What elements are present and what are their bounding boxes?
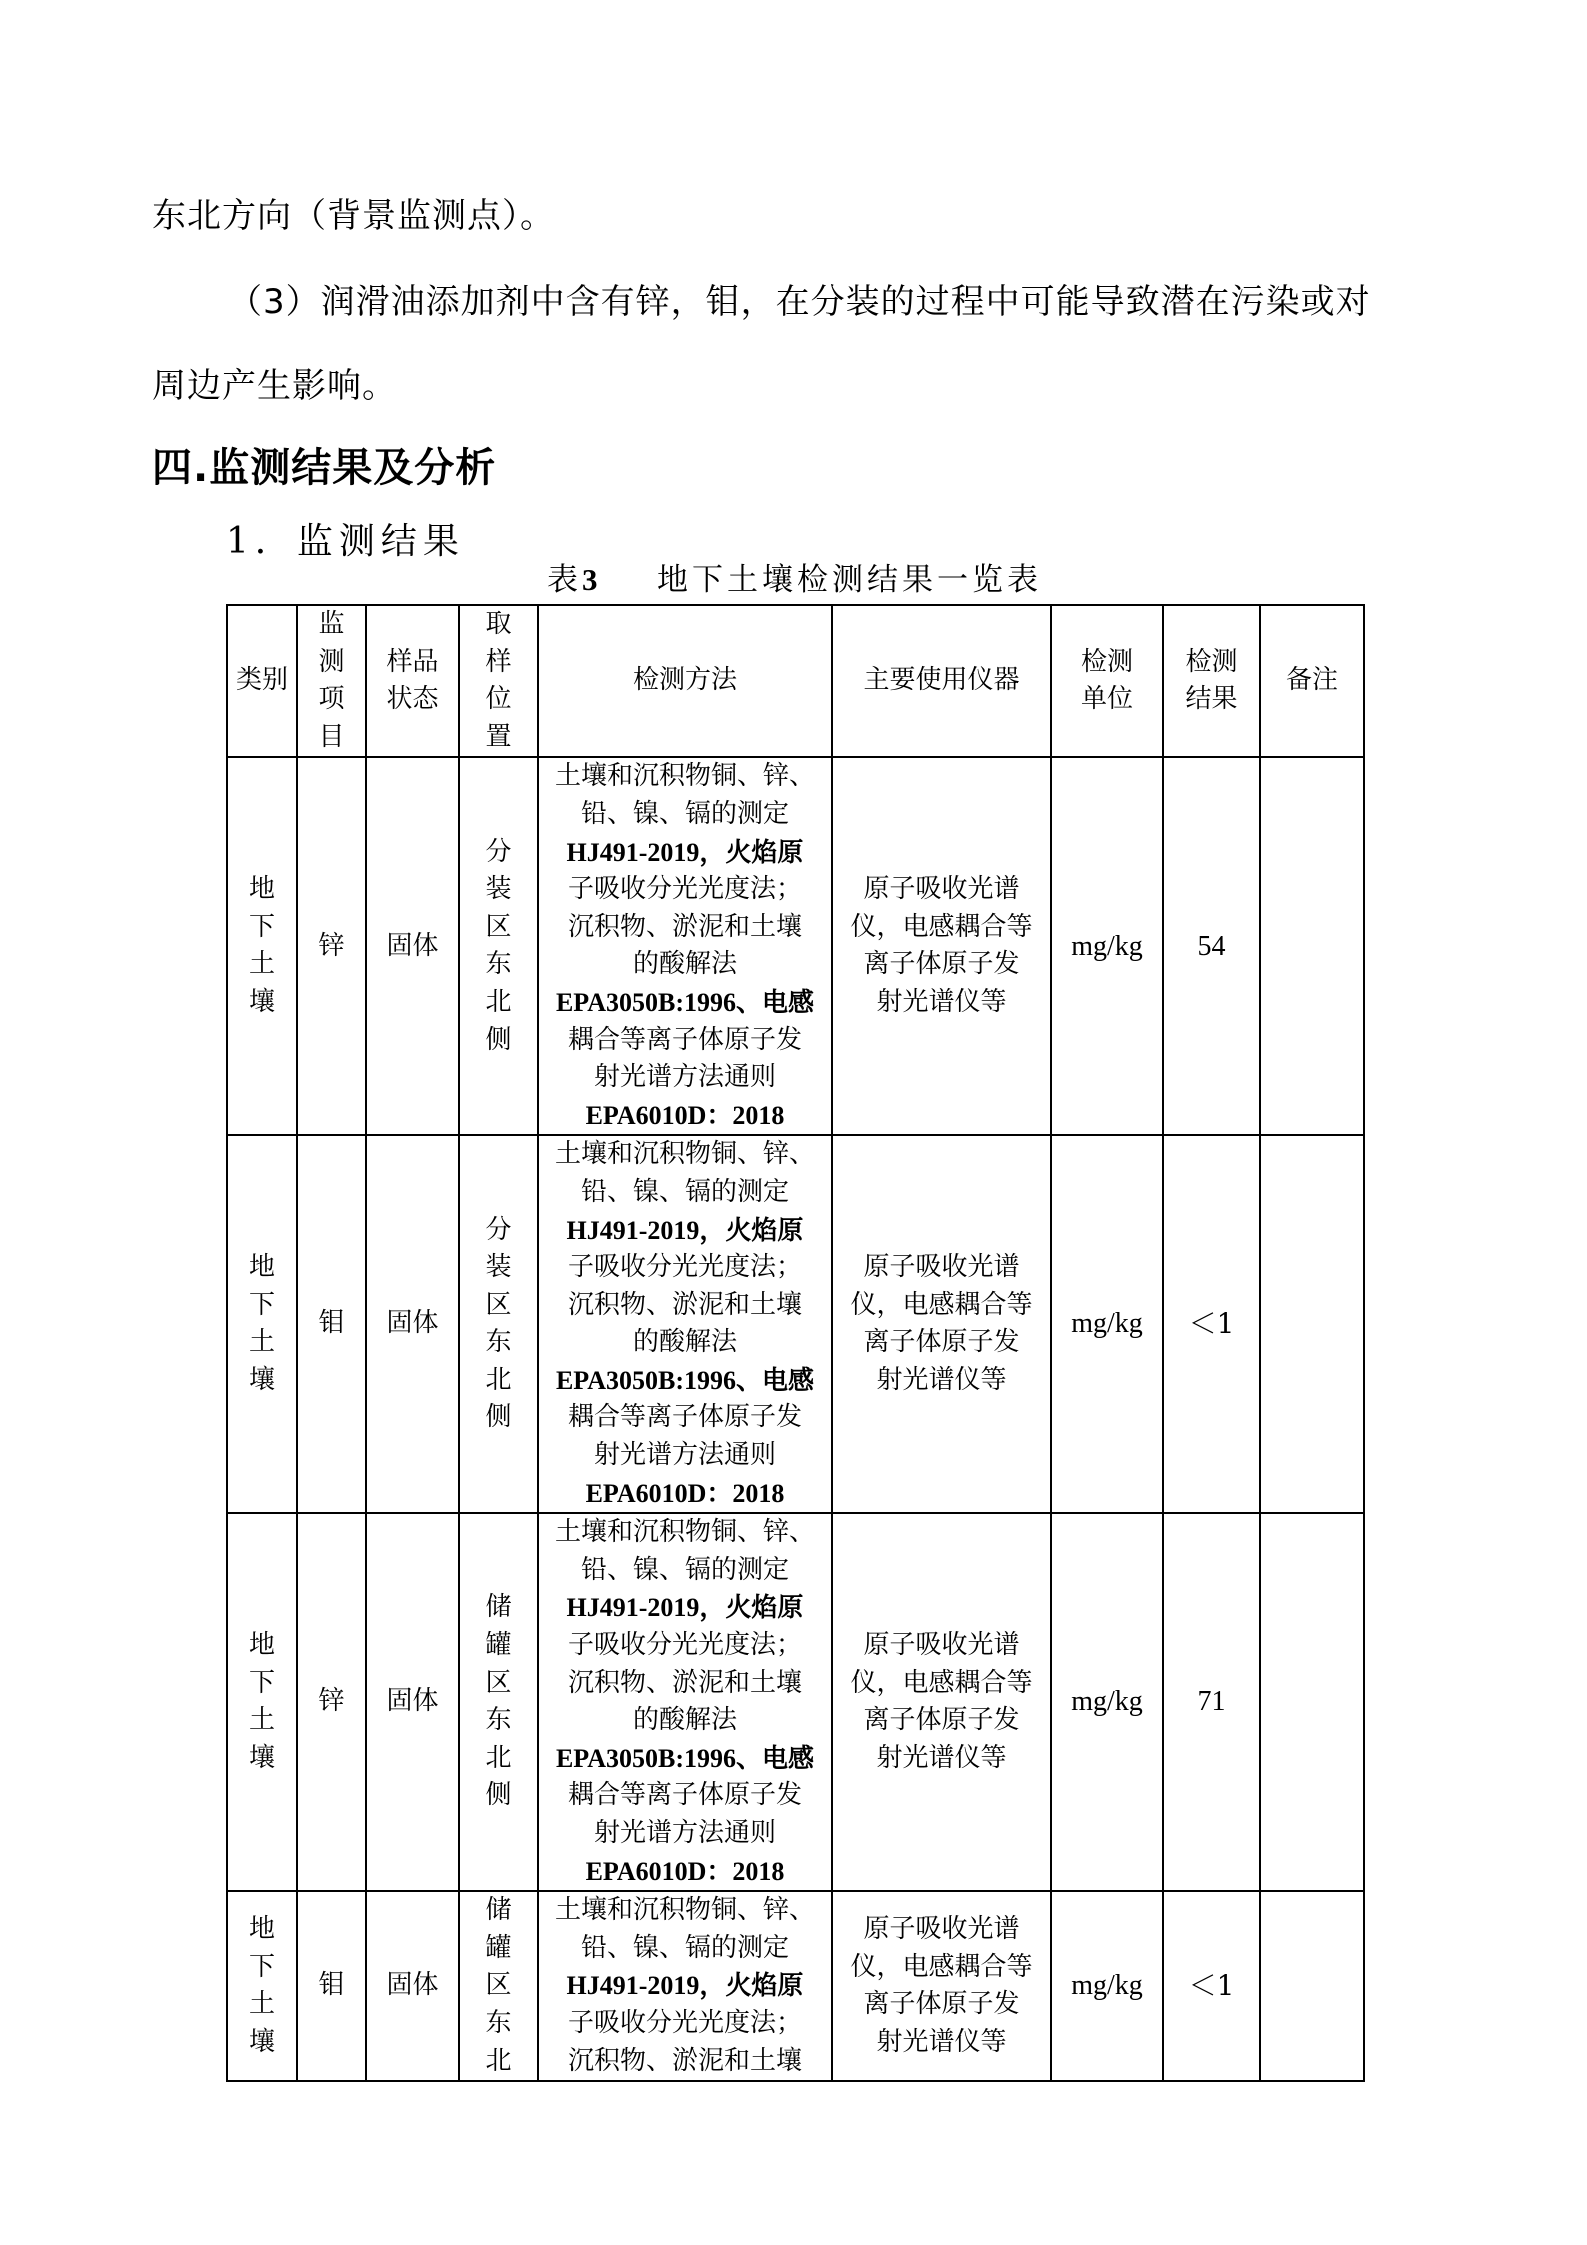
cell-result: ＜1 [1163,1891,1260,2081]
header-state: 样品状态 [366,605,459,757]
cell-category: 地下土壤 [227,757,297,1135]
method-line: 子吸收分光光度法； [567,2007,802,2038]
instrument-line: 原子吸收光谱 [863,874,1020,905]
method-line: EPA6010D：2018 [585,1100,785,1130]
paragraph-background-point: 东北方向（背景监测点）。 [152,196,555,236]
method-line: HJ491-2019，火焰原 [566,1215,804,1245]
method-line: 射光谱方法通则 [593,1818,776,1848]
method-line: 土壤和沉积物铜、锌、 [554,1139,815,1170]
cell-instrument [832,1513,1051,1891]
table-row [227,1135,1364,1513]
cell-item: 钼 [297,1891,366,2081]
paragraph-impact-note: 周边产生影响。 [152,366,397,406]
cell-note [1260,1135,1364,1513]
cell-item: 锌 [297,1513,366,1891]
header-location: 取样位置 [459,605,538,757]
method-line: EPA3050B:1996、电感 [555,1743,815,1773]
cell-location: 储罐区东北侧 [459,1513,538,1891]
cell-instrument [832,757,1051,1135]
method-line: 子吸收分光光度法； [567,874,802,905]
cell-unit: mg/kg [1051,1891,1163,2081]
table-row [227,757,1364,1135]
instrument-line: 仪，电感耦合等 [850,911,1033,942]
results-table [226,604,1365,2082]
header-method: 检测方法 [538,605,832,757]
method-line: HJ491-2019，火焰原 [566,837,804,867]
instrument-line: 射光谱仪等 [876,2026,1007,2057]
method-line: 子吸收分光光度法； [567,1252,802,1283]
cell-method [538,1891,832,2081]
cell-instrument [832,1891,1051,2081]
instrument-line: 仪，电感耦合等 [850,1289,1033,1320]
method-line: 耦合等离子体原子发 [567,1024,802,1055]
method-line: 铅、镍、镉的测定 [580,1176,789,1207]
method-line: 的酸解法 [632,949,737,980]
method-line: EPA3050B:1996、电感 [555,1365,815,1395]
cell-instrument [832,1135,1051,1513]
header-unit: 检测单位 [1051,605,1163,757]
instrument-line: 仪，电感耦合等 [850,1667,1033,1698]
cell-location: 储罐区东北 [459,1891,538,2081]
header-note: 备注 [1260,605,1364,757]
instrument-line: 仪，电感耦合等 [850,1951,1033,1982]
method-line: 铅、镍、镉的测定 [580,1554,789,1585]
cell-state: 固体 [366,1891,459,2081]
table-caption-title: 地下土壤检测结果一览表 [656,562,1042,598]
cell-note [1260,1891,1364,2081]
method-line: HJ491-2019，火焰原 [566,1971,804,2001]
method-line: 沉积物、淤泥和土壤 [567,1667,802,1698]
header-item: 监测项目 [297,605,366,757]
cell-state: 固体 [366,757,459,1135]
method-line: EPA6010D：2018 [585,1478,785,1508]
method-line: 射光谱方法通则 [593,1062,776,1093]
cell-state: 固体 [366,1513,459,1891]
method-line: 土壤和沉积物铜、锌、 [554,761,815,792]
cell-location: 分装区东北侧 [459,1135,538,1513]
instrument-line: 离子体原子发 [863,1705,1020,1736]
section-heading: 四.监测结果及分析 [152,445,497,491]
table-caption [226,560,1363,600]
cell-unit: mg/kg [1051,1135,1163,1513]
instrument-line: 离子体原子发 [863,1327,1020,1358]
cell-category: 地下土壤 [227,1513,297,1891]
method-line: 铅、镍、镉的测定 [580,1932,789,1963]
table-caption-number: 3 [582,562,602,597]
cell-category: 地下土壤 [227,1135,297,1513]
cell-method [538,1513,832,1891]
cell-method [538,757,832,1135]
method-line: 子吸收分光光度法； [567,1630,802,1661]
method-line: EPA6010D：2018 [585,1856,785,1886]
cell-method [538,1135,832,1513]
table-header-row [227,605,1364,757]
method-line: 射光谱方法通则 [593,1440,776,1471]
method-line: EPA3050B:1996、电感 [555,987,815,1017]
instrument-line: 原子吸收光谱 [863,1630,1020,1661]
table-caption-prefix: 表 [547,562,583,598]
instrument-line: 射光谱仪等 [876,986,1007,1017]
table-row [227,1513,1364,1891]
method-line: 铅、镍、镉的测定 [580,798,789,829]
cell-note [1260,757,1364,1135]
method-line: 沉积物、淤泥和土壤 [567,1289,802,1320]
header-category: 类别 [227,605,297,757]
paragraph-additive-note: （3）润滑油添加剂中含有锌，钼，在分装的过程中可能导致潜在污染或对 [228,282,1371,322]
cell-location: 分装区东北侧 [459,757,538,1135]
instrument-line: 离子体原子发 [863,949,1020,980]
cell-unit: mg/kg [1051,1513,1163,1891]
method-line: 耦合等离子体原子发 [567,1402,802,1433]
instrument-line: 射光谱仪等 [876,1742,1007,1773]
method-line: 土壤和沉积物铜、锌、 [554,1895,815,1926]
method-line: 沉积物、淤泥和土壤 [567,911,802,942]
cell-item: 锌 [297,757,366,1135]
method-line: HJ491-2019，火焰原 [566,1593,804,1623]
cell-unit: mg/kg [1051,757,1163,1135]
header-instrument: 主要使用仪器 [832,605,1051,757]
instrument-line: 离子体原子发 [863,1989,1020,2020]
method-line: 耦合等离子体原子发 [567,1780,802,1811]
method-line: 土壤和沉积物铜、锌、 [554,1517,815,1548]
instrument-line: 原子吸收光谱 [863,1914,1020,1944]
cell-note [1260,1513,1364,1891]
cell-result: ＜1 [1163,1135,1260,1513]
method-line: 的酸解法 [632,1327,737,1358]
method-line: 沉积物、淤泥和土壤 [567,2045,802,2076]
header-result: 检测结果 [1163,605,1260,757]
cell-category: 地下土壤 [227,1891,297,2081]
sub-heading: 1．监测结果 [226,521,465,562]
cell-result: 71 [1163,1513,1260,1891]
cell-item: 钼 [297,1135,366,1513]
cell-state: 固体 [366,1135,459,1513]
cell-result: 54 [1163,757,1260,1135]
instrument-line: 原子吸收光谱 [863,1252,1020,1283]
table-row [227,1891,1364,2081]
method-line: 的酸解法 [632,1705,737,1736]
instrument-line: 射光谱仪等 [876,1364,1007,1395]
